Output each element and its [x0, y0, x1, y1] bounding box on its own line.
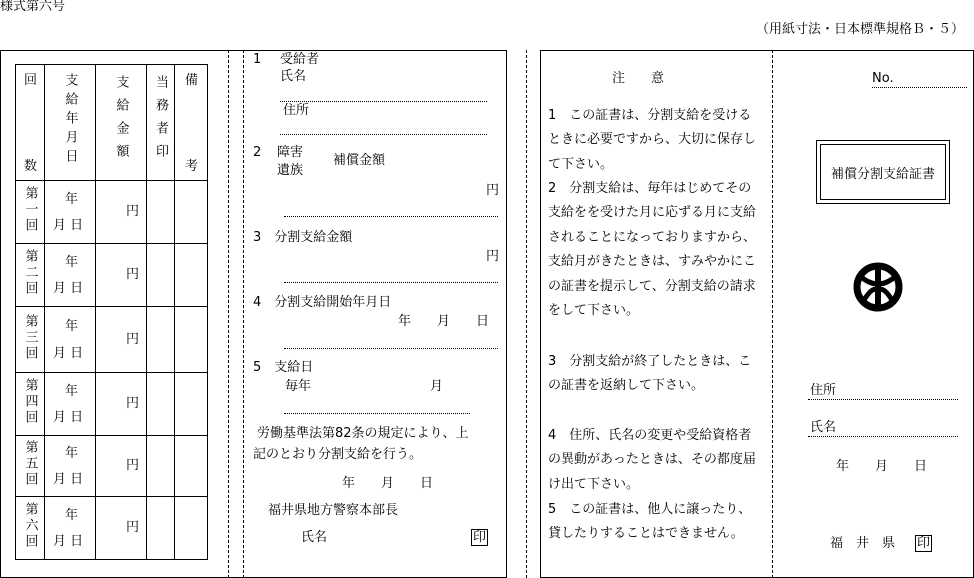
start-date-line: [284, 348, 498, 349]
table-header-row: [16, 65, 208, 181]
fold-line-3: [772, 50, 773, 578]
cover-seal: 印: [917, 536, 931, 551]
recipient-name-label: 氏名: [280, 69, 307, 84]
header-amount: 支給金額: [96, 65, 147, 181]
item4-date: 年 月 日: [398, 314, 490, 329]
item2-type-survivor: 遺族: [277, 163, 304, 178]
item2-yen: 円: [486, 183, 500, 198]
row-remarks: [175, 436, 208, 497]
issue-date: 年 月 日: [342, 476, 434, 491]
official-seal: 印: [473, 530, 487, 545]
note-5: 5 この証書は、他人に譲ったり、貸したりすることはできません。: [548, 502, 752, 542]
official-name-label: 氏名: [301, 530, 328, 545]
row-label: 第一回: [16, 181, 45, 244]
row-seal: [147, 373, 175, 436]
fold-line-2: [243, 50, 244, 578]
row-label: 第五回: [16, 436, 45, 497]
item2-title: 補償金額: [333, 153, 386, 168]
note-2: 2 分割支給は、毎年はじめてその支給をを受けた月に応ずる月に支給されることになっておりますから、支給月がきたときは、すみやかにこの証書を提示して、分割支給の請求をして下さい。: [548, 181, 757, 319]
item5-label: 5 支給日: [253, 360, 314, 375]
row-amount: 円: [96, 436, 147, 497]
row-label: 第六回: [16, 497, 45, 560]
row-seal: [147, 244, 175, 307]
paper-size-note: （用紙寸法・日本標準規格Ｂ・５）: [755, 22, 964, 37]
cover-prefecture: 福 井 県: [830, 536, 896, 551]
row-date: 年 月 日: [45, 373, 96, 436]
statement-line-2: 記のとおり分割支給を行う。: [253, 447, 423, 462]
table-row: [16, 244, 208, 307]
row-date: 年 月 日: [45, 244, 96, 307]
payment-record-table: [15, 64, 208, 560]
item2-number: 2: [253, 145, 262, 160]
row-date: 年 月 日: [45, 307, 96, 373]
row-remarks: [175, 244, 208, 307]
row-seal: [147, 436, 175, 497]
row-amount: 円: [96, 244, 147, 307]
header-seal: 当務者印: [147, 65, 175, 181]
installment-amount-line: [284, 282, 498, 283]
row-amount: 円: [96, 181, 147, 244]
item5-month: 月: [430, 379, 444, 394]
row-amount: 円: [96, 373, 147, 436]
fold-line-1: [228, 50, 229, 578]
item2-type-disability: 障害: [277, 145, 304, 160]
cover-date: 年 月 日: [836, 459, 928, 474]
table-row: [16, 497, 208, 560]
row-seal: [147, 181, 175, 244]
certificate-number-label: No.: [872, 71, 894, 86]
cover-name-label: 氏名: [810, 420, 837, 435]
table-row: [16, 181, 208, 244]
row-seal: [147, 307, 175, 373]
note-3: 3 分割支給が終了したときは、この証書を返納して下さい。: [548, 354, 752, 394]
compensation-amount-line: [284, 216, 498, 217]
item1-title: 受給者: [280, 52, 320, 67]
item3-yen: 円: [486, 249, 500, 264]
header-count: 回 数: [16, 65, 45, 181]
certificate-number-line: [872, 87, 967, 88]
table-row: [16, 307, 208, 373]
row-remarks: [175, 497, 208, 560]
row-date: 年 月 日: [45, 181, 96, 244]
cover-address-label: 住所: [810, 383, 837, 398]
cover-address-line: [808, 399, 958, 400]
header-date: 支給年月日: [45, 65, 96, 181]
certificate-title: 補償分割支給証書: [830, 166, 935, 182]
notes-title: 注 意: [612, 71, 665, 86]
item3-label: 3 分割支給金額: [253, 230, 353, 245]
recipient-address-line: [280, 134, 487, 135]
cover-name-line: [808, 436, 958, 437]
note-1: 1 この証書は、分割支給を受けるときに必要ですから、大切に保存して下さい。: [548, 108, 757, 172]
statement-line-1: 労働基準法第82条の規定により、上: [257, 426, 469, 441]
row-seal: [147, 497, 175, 560]
row-label: 第四回: [16, 373, 45, 436]
row-date: 年 月 日: [45, 497, 96, 560]
recipient-name-line: [280, 101, 487, 102]
table-row: [16, 436, 208, 497]
header-remarks: 備 考: [175, 65, 208, 181]
payment-day-line: [284, 413, 470, 414]
row-remarks: [175, 307, 208, 373]
certificate-title-box: [820, 144, 946, 200]
item4-label: 4 分割支給開始年月日: [253, 295, 392, 310]
fukui-emblem-icon: [852, 262, 904, 312]
row-amount: 円: [96, 307, 147, 373]
cut-line: [526, 50, 527, 578]
row-amount: 円: [96, 497, 147, 560]
note-4: 4 住所、氏名の変更や受給資格者の異動があったときは、その都度届け出て下さい。: [548, 428, 756, 492]
table-row: [16, 373, 208, 436]
item5-every-year: 毎年: [285, 379, 312, 394]
row-date: 年 月 日: [45, 436, 96, 497]
row-label: 第三回: [16, 307, 45, 373]
item1-number: 1: [253, 52, 262, 67]
recipient-address-label: 住所: [283, 103, 310, 118]
row-remarks: [175, 181, 208, 244]
row-label: 第二回: [16, 244, 45, 307]
row-remarks: [175, 373, 208, 436]
form-number: 様式第六号: [0, 0, 66, 14]
issuer-title: 福井県地方警察本部長: [268, 503, 399, 518]
